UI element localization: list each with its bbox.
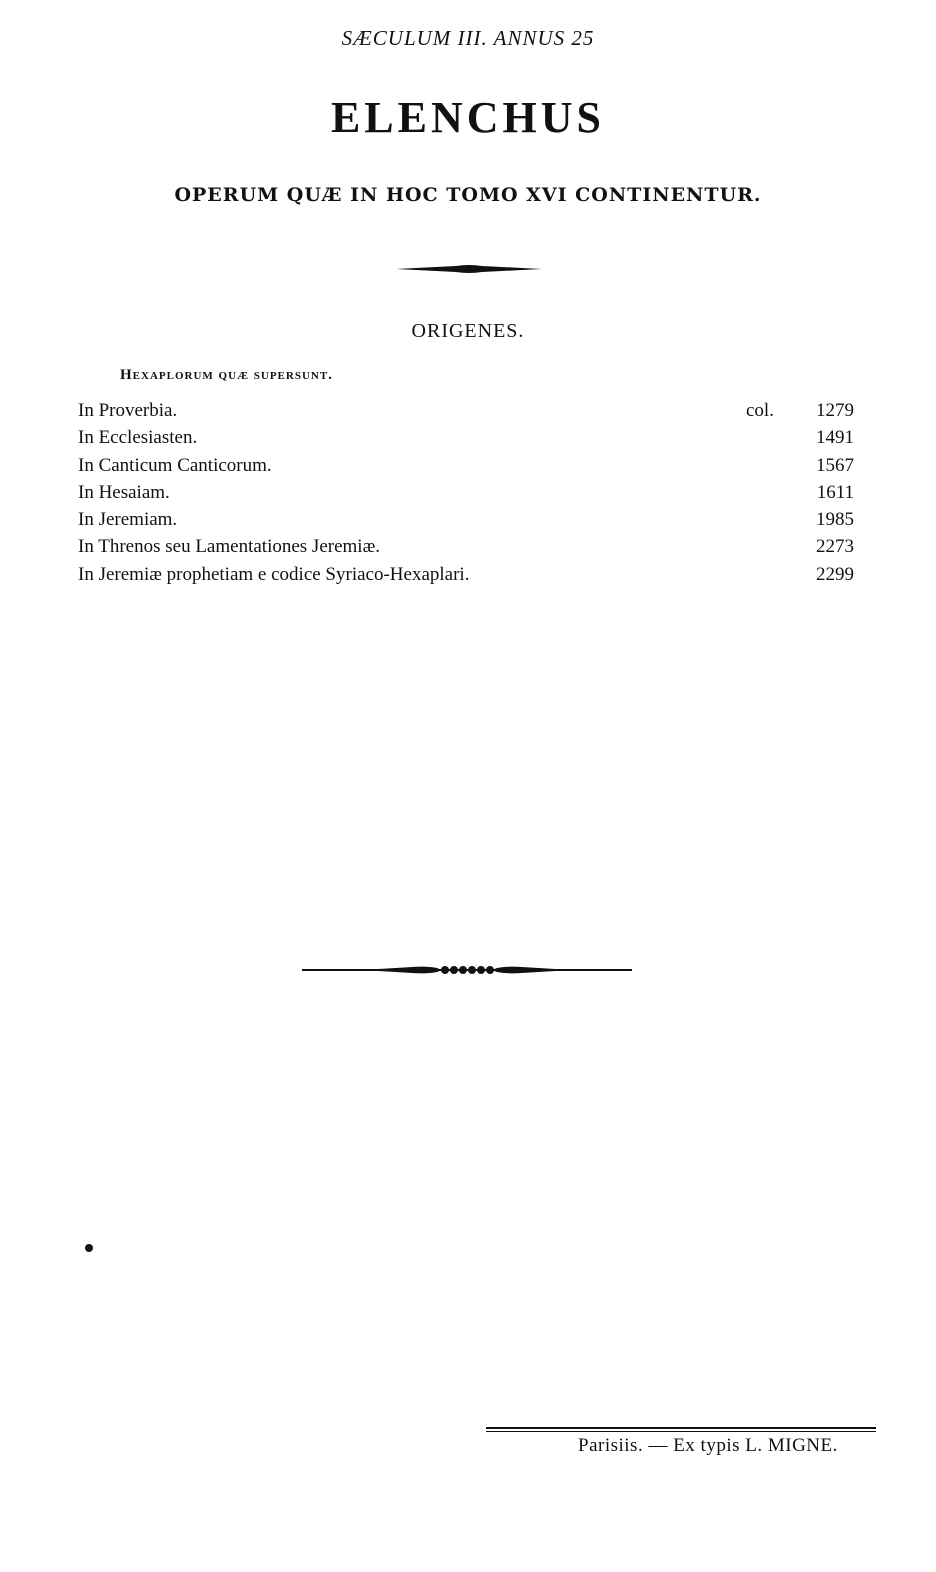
toc-entry (78, 397, 858, 424)
column-label: col. (746, 400, 774, 421)
author-heading: ORIGENES. (411, 320, 525, 342)
toc-entry-column: 1567 (816, 454, 854, 476)
stray-mark (85, 1244, 93, 1252)
toc-entry (78, 452, 858, 479)
toc-entry (78, 561, 858, 588)
toc-entry-title: In Jeremiæ prophetiam e codice Syriaco-Hexaplari. (78, 563, 470, 585)
toc-entry-column: 1279 (816, 400, 854, 421)
toc-entry-column: 1491 (816, 427, 854, 449)
toc-entry (78, 533, 858, 560)
section-heading: Hexaplorum quæ supersunt. (120, 367, 333, 383)
printer-imprint: Parisiis. — Ex typis L. MIGNE. (578, 1435, 838, 1456)
toc-entry-column: 1611 (816, 481, 854, 503)
footer-rule-thin (486, 1431, 876, 1432)
toc-entry (78, 506, 858, 533)
toc-entry-title: In Hesaiam. (78, 481, 170, 503)
running-head: SÆCULUM III. ANNUS 25 (341, 26, 595, 50)
ornament-divider-bottom (302, 962, 632, 978)
toc-entry (78, 479, 858, 506)
page-subtitle: OPERUM QUÆ IN HOC TOMO XVI CONTINENTUR. (174, 184, 762, 206)
toc-entry-column: 1985 (816, 509, 854, 531)
table-of-contents (78, 397, 858, 588)
toc-entry (78, 424, 858, 451)
toc-entry-title: In Ecclesiasten. (78, 427, 198, 449)
toc-entry-column: 2273 (816, 536, 854, 558)
toc-entry-title: In Threnos seu Lamentationes Jeremiæ. (78, 536, 380, 558)
toc-entry-title: In Jeremiam. (78, 509, 178, 531)
ornament-divider-top (396, 262, 542, 276)
page-title: ELENCHUS (330, 93, 606, 142)
toc-entry-title: In Canticum Canticorum. (78, 454, 272, 476)
toc-entry-column: 2299 (816, 563, 854, 585)
toc-entry-title: In Proverbia. (78, 400, 178, 421)
footer-rule (486, 1427, 876, 1429)
